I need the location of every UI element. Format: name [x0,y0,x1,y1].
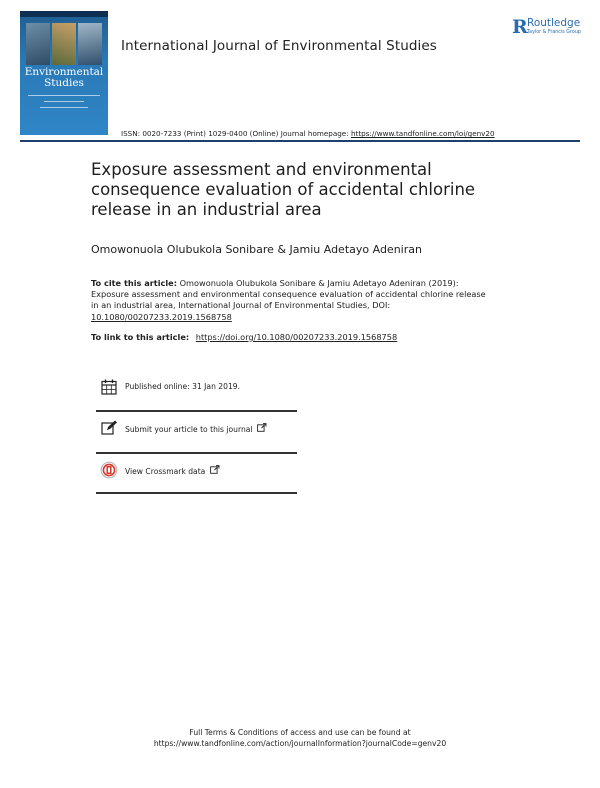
calendar-icon [100,378,118,396]
cover-top-strip [20,11,108,17]
journal-name: International Journal of Environmental Studies [121,38,437,54]
citation-text: Omowonuola Olubukola Sonibare & Jamiu Adetayo Adeniran (2019): Exposure assessment and environmental consequence evaluation of accidental chlorine release in an industrial area, International Journal of Environmental Studies, DOI: [91,278,486,311]
routledge-r-icon: R [512,16,528,38]
crossmark-row[interactable] [96,461,297,501]
terms-footer [0,727,600,749]
link-label: To link to this article: [91,332,190,342]
crossmark-link[interactable]: View Crossmark data [125,465,220,476]
crossmark-icon [100,461,118,479]
journal-homepage-link[interactable]: https://www.tandfonline.com/loi/genv20 [350,129,495,138]
journal-cover-image [20,11,108,135]
submit-article-link[interactable]: Submit your article to this journal [125,423,267,434]
cover-rule [28,95,100,96]
info-divider [96,492,297,494]
issn-text: ISSN: 0020-7233 (Print) 1029-0400 (Online) Journal homepage: [121,129,349,138]
citation-block [91,278,491,323]
external-link-icon [210,465,220,474]
article-title: Exposure assessment and environmental consequence evaluation of accidental chlorine release in an industrial area [91,160,476,219]
publisher-subtitle: Taylor & Francis Group [527,30,581,35]
terms-link[interactable]: https://www.tandfonline.com/action/journalInformation?journalCode=genv20 [153,739,447,748]
header-divider [20,140,580,142]
cover-photo-collage [26,23,102,65]
article-authors: Omowonuola Olubukola Sonibare & Jamiu Adetayo Adeniran [91,243,422,256]
cover-rule [40,107,88,108]
published-online-row [96,378,297,418]
article-link-line [91,332,397,342]
cover-rule [44,101,84,102]
publisher-logo[interactable] [512,17,592,39]
terms-text: Full Terms & Conditions of access and use can be found at [189,728,411,737]
publisher-name: Routledge [527,17,581,29]
doi-link[interactable]: https://doi.org/10.1080/00207233.2019.1568758 [195,332,398,342]
info-divider [96,452,297,454]
cover-title: Environmental Studies [24,66,104,89]
published-online-text: Published online: 31 Jan 2019. [125,382,241,391]
citation-label: To cite this article: [91,278,177,288]
issn-line [121,129,495,138]
citation-doi-link[interactable]: 10.1080/00207233.2019.1568758 [91,311,232,322]
info-divider [96,410,297,412]
external-link-icon [257,423,267,432]
edit-icon [100,419,118,437]
